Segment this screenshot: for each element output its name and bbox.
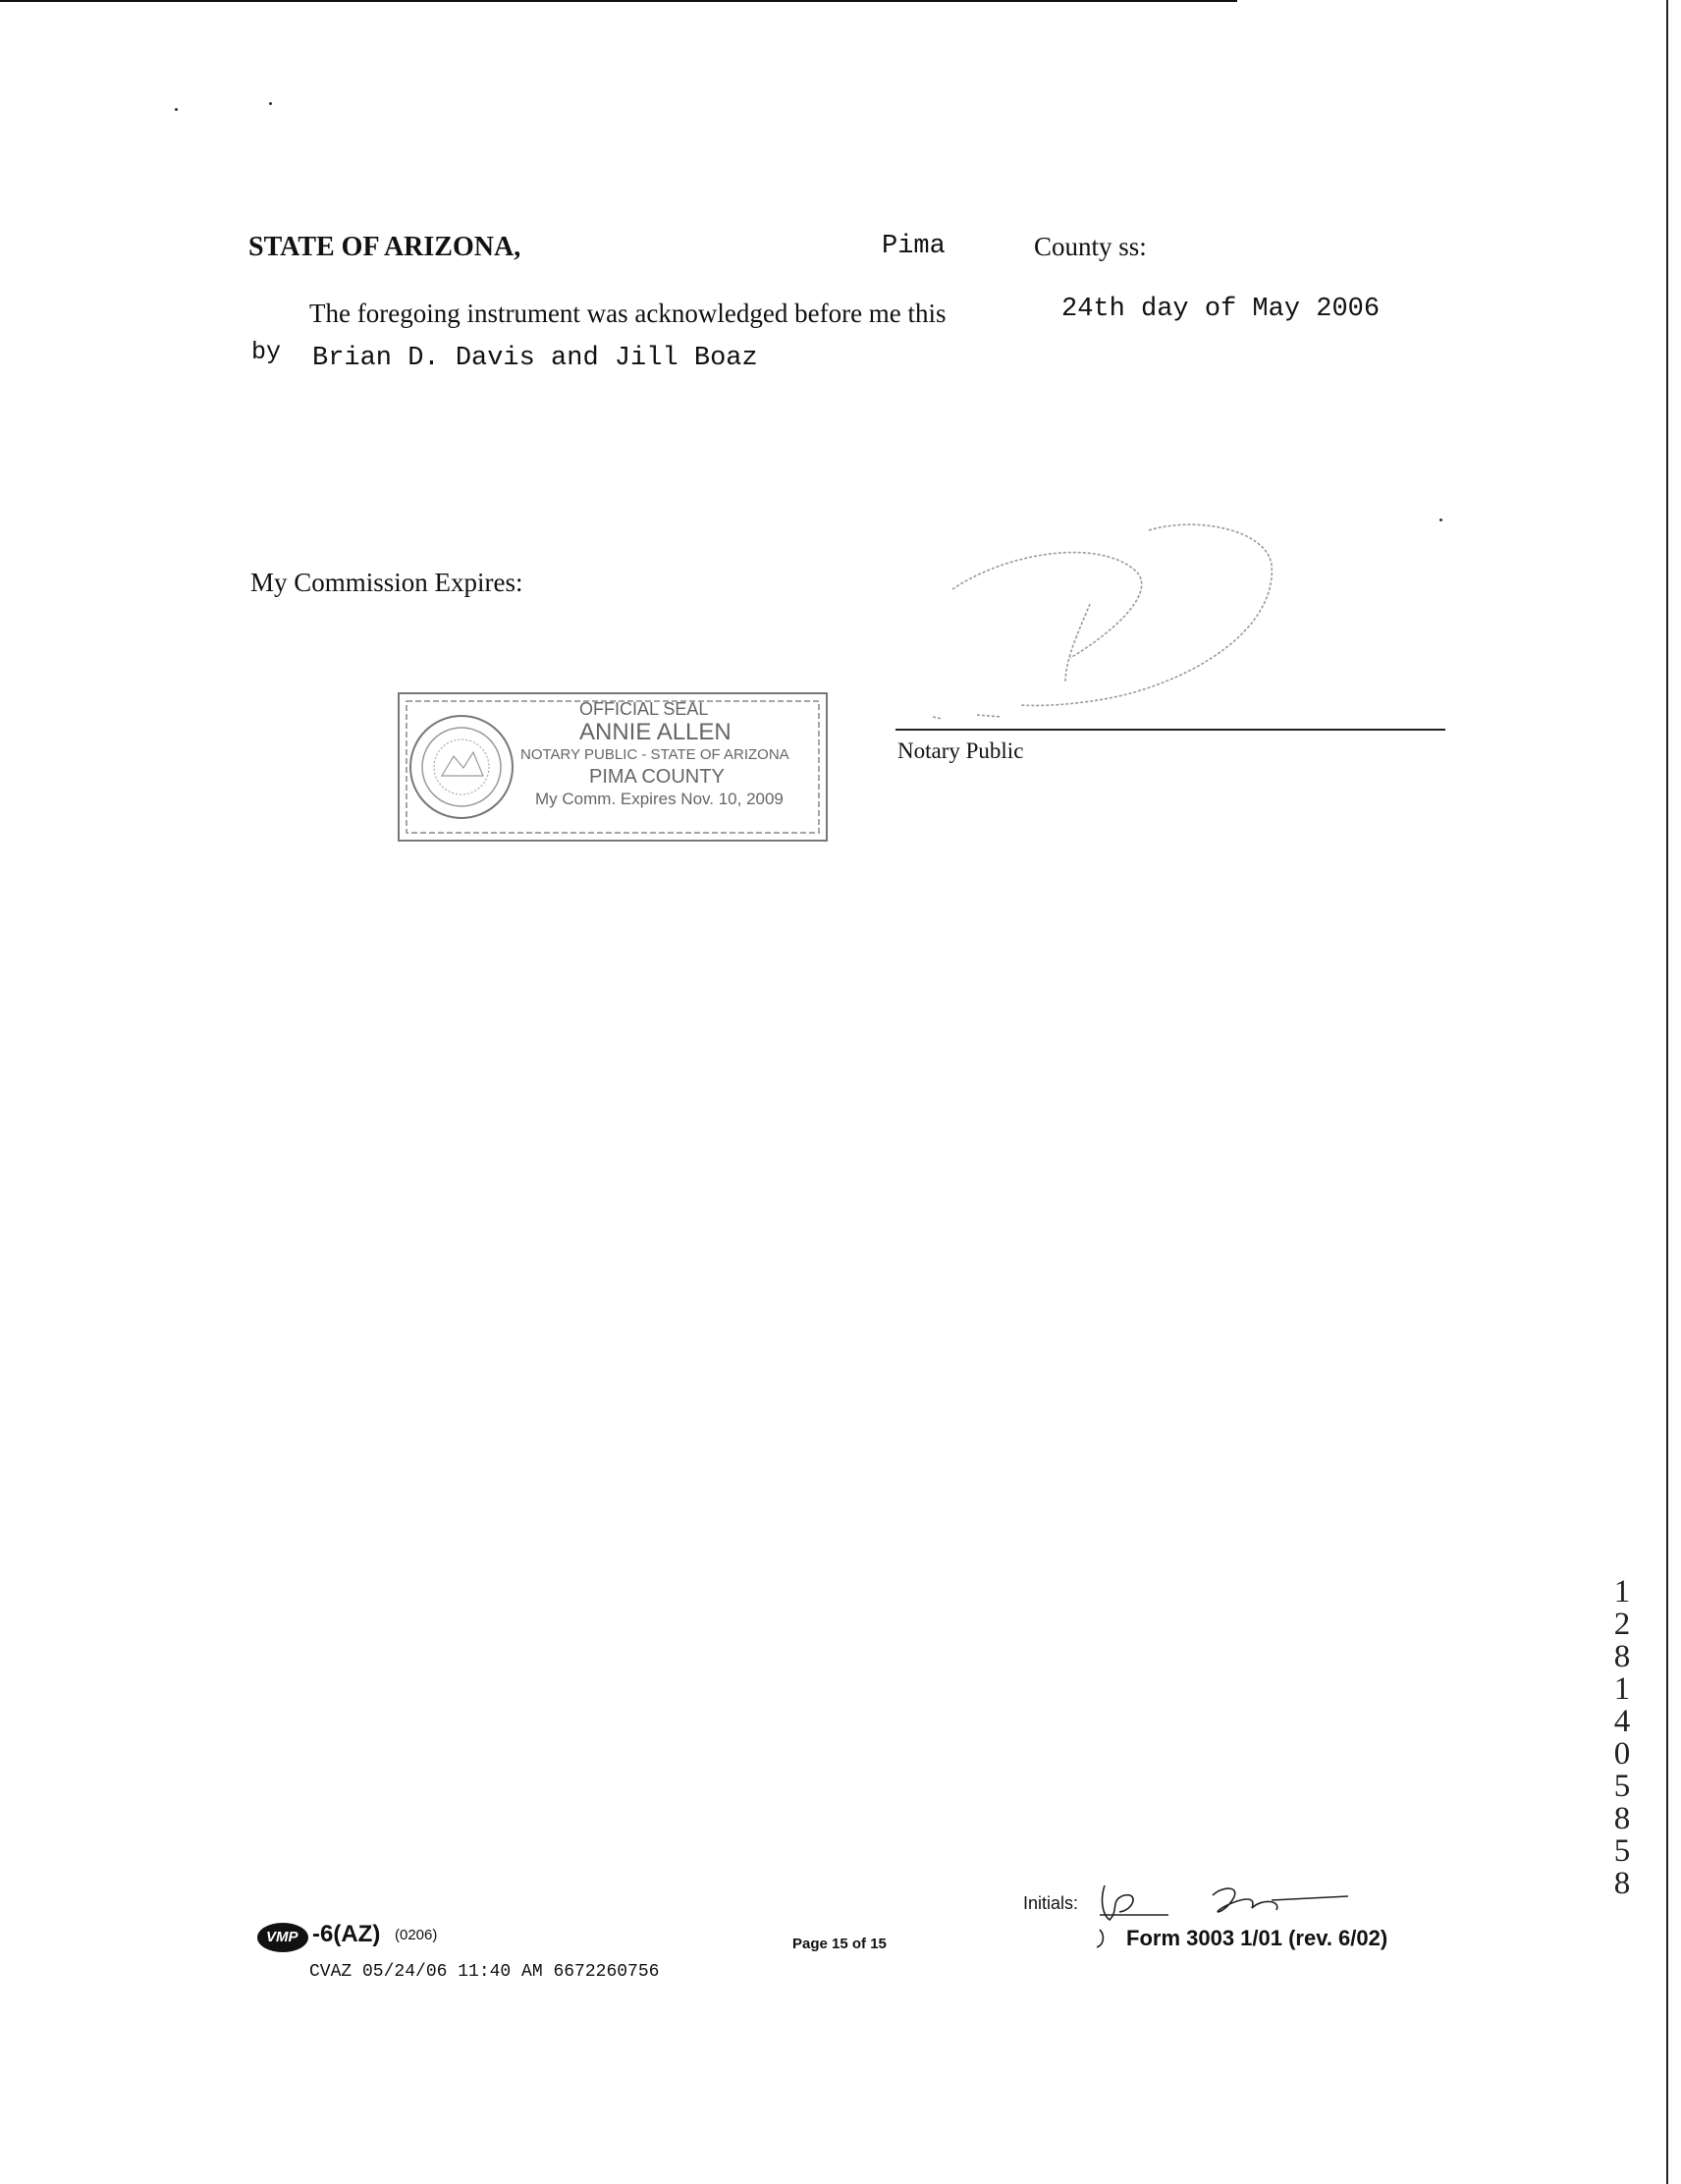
official-seal-stamp: [393, 687, 833, 846]
seal-state-line: NOTARY PUBLIC - STATE OF ARIZONA: [520, 746, 789, 763]
form-number: Form 3003 1/01 (rev. 6/02): [1126, 1926, 1388, 1950]
county-ss-label: County ss:: [1034, 232, 1147, 261]
notary-public-label: Notary Public: [897, 738, 1024, 763]
top-border-line: [0, 0, 1237, 2]
signers-names: Brian D. Davis and Jill Boaz: [312, 344, 758, 373]
seal-notary-name: ANNIE ALLEN: [579, 719, 732, 745]
side-digit: 8: [1613, 1801, 1631, 1836]
notary-signature: [923, 511, 1296, 727]
seal-expiration: My Comm. Expires Nov. 10, 2009: [535, 790, 784, 808]
signature-line: [895, 729, 1445, 731]
form-code: -6(AZ): [312, 1921, 381, 1947]
vmp-logo-text: VMP: [266, 1929, 298, 1945]
document-id: CVAZ 05/24/06 11:40 AM 6672260756: [309, 1962, 660, 1982]
speck: [1439, 519, 1442, 521]
county-name: Pima: [882, 232, 946, 261]
side-digit: 4: [1613, 1704, 1631, 1739]
side-document-number: [1600, 1576, 1644, 1900]
side-digit: 5: [1613, 1769, 1631, 1804]
form-code-date: (0206): [395, 1927, 438, 1943]
right-border-line: [1666, 0, 1668, 2184]
initials-label: Initials:: [1023, 1893, 1079, 1913]
arizona-seal-emblem: [410, 716, 513, 818]
side-digit: 8: [1613, 1866, 1631, 1901]
speck: [269, 102, 272, 105]
seal-title: OFFICIAL SEAL: [579, 699, 709, 719]
side-digit: 1: [1613, 1574, 1631, 1610]
state-heading: STATE OF ARIZONA,: [248, 232, 521, 262]
side-digit: 5: [1613, 1833, 1631, 1869]
page-number: Page 15 of 15: [792, 1936, 887, 1952]
speck: [175, 108, 178, 111]
seal-county: PIMA COUNTY: [589, 766, 725, 788]
acknowledgment-date: 24th day of May 2006: [1061, 295, 1381, 324]
side-digit: 2: [1613, 1607, 1631, 1642]
commission-expires-label: My Commission Expires:: [250, 568, 523, 597]
acknowledgment-text: The foregoing instrument was acknowledged before me this: [309, 299, 947, 328]
vmp-logo: [257, 1923, 308, 1952]
side-digit: 8: [1613, 1639, 1631, 1674]
side-digit: 1: [1613, 1671, 1631, 1707]
by-label: by: [251, 338, 282, 366]
side-digit: 0: [1613, 1736, 1631, 1772]
